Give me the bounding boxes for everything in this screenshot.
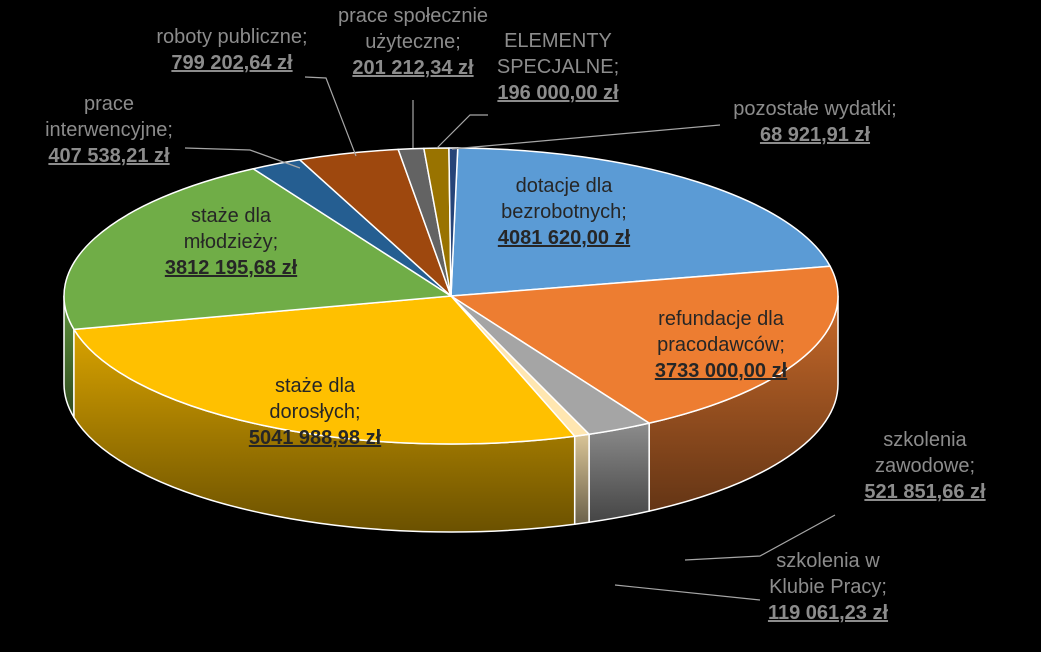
slice-label-2 [655, 308, 788, 382]
slice-name-line: dotacje dla [515, 175, 613, 197]
slice-value: 3733 000,00 zł [654, 360, 788, 382]
slice-label-7 [45, 93, 173, 167]
slice-value: 196 000,00 zł [497, 82, 619, 104]
slice-value: 3812 195,68 zł [164, 257, 298, 279]
leader-line-4 [615, 585, 760, 600]
slice-value: 119 061,23 zł [767, 602, 889, 624]
slice-label-10 [497, 30, 619, 104]
leader-line-11 [452, 125, 720, 149]
pie-slice-side-3 [589, 423, 649, 522]
slice-name-line: użyteczne; [365, 31, 461, 53]
slice-name-line: interwencyjne; [45, 119, 173, 141]
leader-line-10 [437, 115, 488, 148]
slice-name-line: roboty publiczne; [156, 26, 308, 48]
leader-line-8 [305, 77, 356, 156]
slice-name-line: pozostałe wydatki; [733, 98, 897, 120]
slice-name-line: prace społecznie [337, 5, 489, 27]
slice-label-3 [864, 429, 986, 503]
slice-value: 799 202,64 zł [171, 52, 293, 74]
slice-label-4 [768, 550, 889, 624]
slice-value: 5041 988,98 zł [248, 427, 382, 449]
slice-name-line: szkolenia [883, 429, 967, 451]
slice-name-line: refundacje dla [658, 308, 784, 330]
slice-label-11 [733, 98, 896, 146]
slice-name-line: młodzieży; [183, 231, 279, 253]
slice-label-8 [156, 26, 307, 74]
slice-name-line: SPECJALNE; [496, 56, 620, 78]
slice-name-line: dorosłych; [269, 401, 361, 423]
slice-name-line: pracodawców; [657, 334, 785, 356]
slice-value: 201 212,34 zł [352, 57, 474, 79]
slice-name-line: ELEMENTY [504, 30, 612, 52]
slice-name-line: Klubie Pracy; [769, 576, 887, 598]
slice-value: 521 851,66 zł [864, 481, 986, 503]
slice-label-1 [498, 175, 631, 249]
slice-name-line: staże dla [190, 205, 272, 227]
slice-name-line: szkolenia w [776, 550, 880, 572]
pie-slice-side-4 [575, 434, 589, 524]
slice-label-9 [338, 5, 488, 79]
slice-name-line: staże dla [274, 375, 356, 397]
slice-name-line: prace [83, 93, 135, 115]
slice-value: 68 921,91 zł [759, 124, 871, 146]
slice-name-line: bezrobotnych; [501, 201, 627, 223]
slice-name-line: zawodowe; [874, 455, 976, 477]
slice-value: 4081 620,00 zł [497, 227, 631, 249]
slice-value: 407 538,21 zł [48, 145, 170, 167]
